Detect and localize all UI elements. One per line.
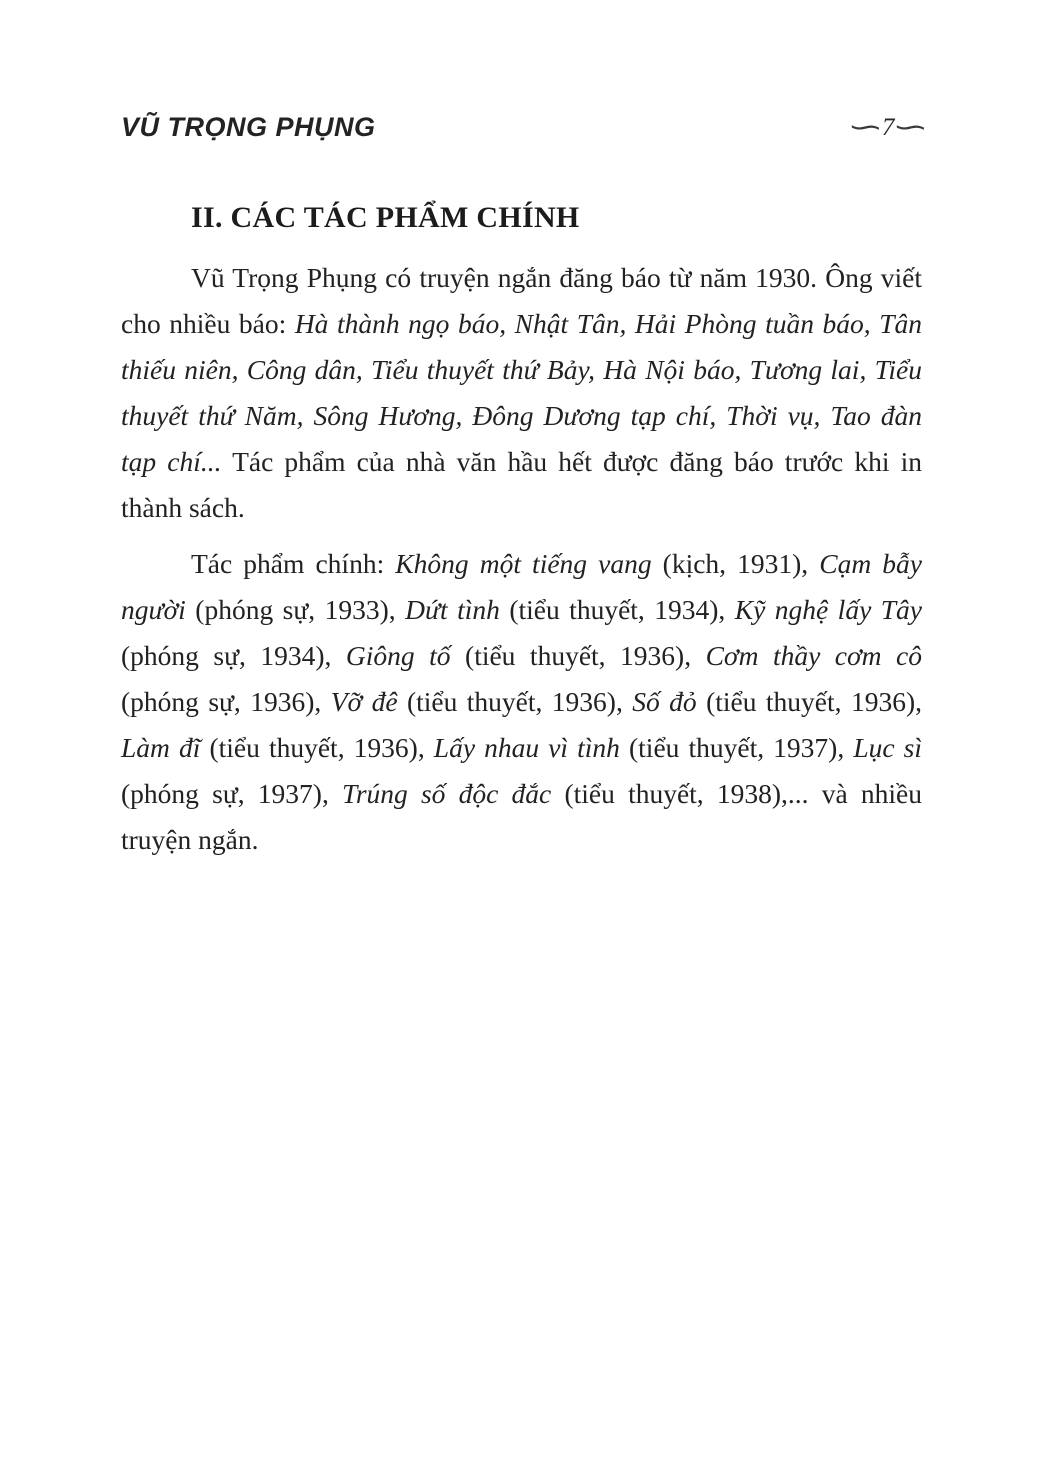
page-number [847,112,929,142]
page-number-value: 7 [881,113,895,141]
paragraph-main-works: Tác phẩm chính: Không một tiếng vang (kịch, 1931), Cạm bẫy người (phóng sự, 1933), Dứt tình (tiểu thuyết, 1934), Kỹ nghệ lấy Tây (phóng sự, 1934), Giông tố (tiểu thuyết, 1936), Cơm thầy cơm cô (phóng sự, 1936), Vỡ đê (tiểu thuyết, 1936), Số đỏ (tiểu thuyết, 1936), Làm đĩ (tiểu thuyết, 1936), Lấy nhau vì tình (tiểu thuyết, 1937), Lục sì (phóng sự, 1937), Trúng số độc đắc (tiểu thuyết, 1938),... và nhiều truyện ngắn. [121,548,923,855]
page-header [121,112,929,143]
swash-ornament-right: ∽ [892,112,929,142]
paragraph-newspapers: Vũ Trọng Phụng có truyện ngắn đăng báo từ năm 1930. Ông viết cho nhiều báo: Hà thành ngọ báo, Nhật Tân, Hải Phòng tuần báo, Tân thiếu niên, Công dân, Tiểu thuyết thứ Bảy, Hà Nội báo, Tương lai, Tiểu thuyết thứ Năm, Sông Hương, Đông Dương tạp chí, Thời vụ, Tao đàn tạp chí... Tác phẩm của nhà văn hầu hết được đăng báo trước khi in thành sách. [121,262,922,523]
page-body [121,201,922,863]
swash-ornament-left: ∽ [847,112,884,142]
running-head-author: VŨ TRỌNG PHỤNG [121,112,376,142]
section-heading: II. CÁC TÁC PHẨM CHÍNH [191,201,580,234]
